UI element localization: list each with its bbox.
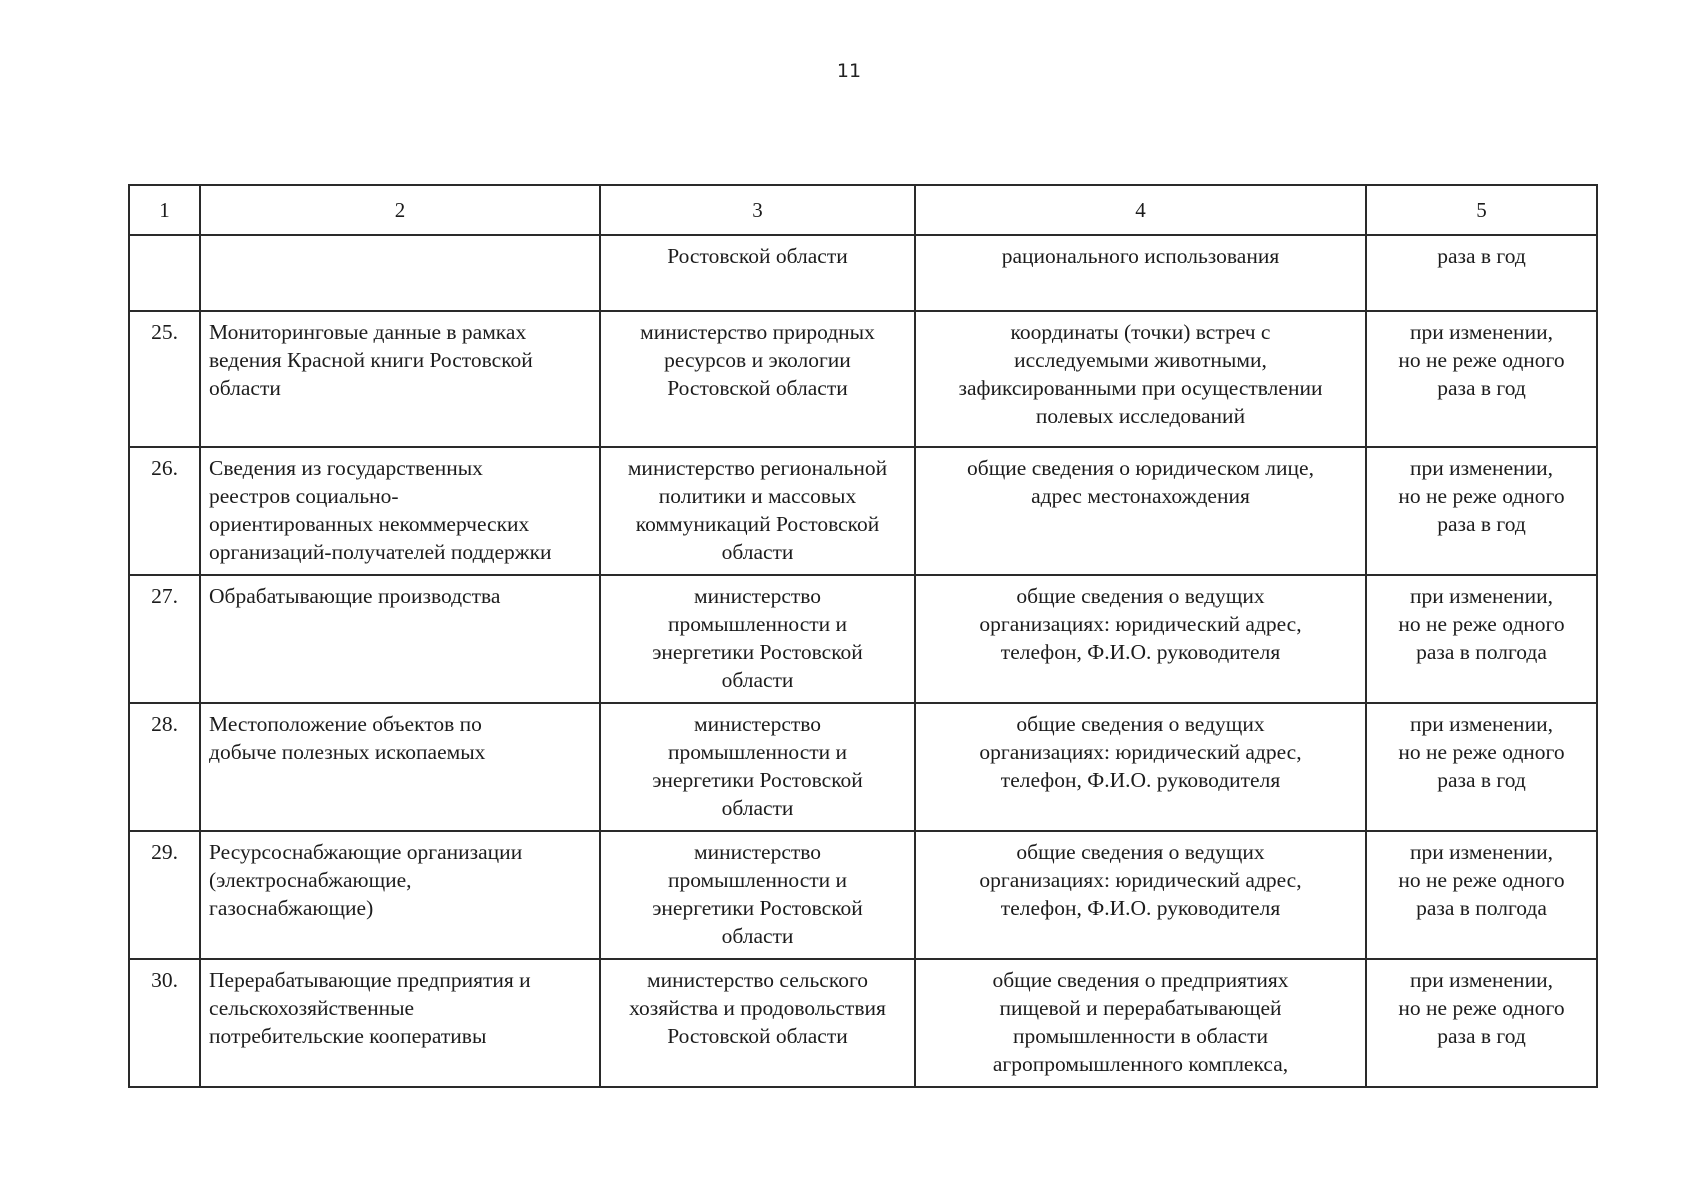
row-number-cell: 30. (129, 959, 200, 1087)
contents-cell: общие сведения о предприятиях пищевой и перерабатывающей промышленности в области агропромышленного комплекса, (915, 959, 1366, 1087)
frequency-cell: раза в год (1366, 235, 1597, 311)
data-name-cell: Сведения из государственных реестров социально- ориентированных некоммерческих организаций-получателей поддержки (200, 447, 600, 575)
contents-cell: общие сведения о юридическом лице, адрес местонахождения (915, 447, 1366, 575)
column-number-4: 4 (915, 185, 1366, 235)
row-number-cell: 28. (129, 703, 200, 831)
agency-cell: министерство региональной политики и массовых коммуникаций Ростовской области (600, 447, 915, 575)
continuation-row (129, 235, 1597, 311)
frequency-cell: при изменении, но не реже одного раза в полгода (1366, 831, 1597, 959)
contents-cell: общие сведения о ведущих организациях: юридический адрес, телефон, Ф.И.О. руководителя (915, 575, 1366, 703)
agency-cell: Ростовской области (600, 235, 915, 311)
column-number-row (129, 185, 1597, 235)
table-row (129, 703, 1597, 831)
row-number-cell: 27. (129, 575, 200, 703)
agency-cell: министерство промышленности и энергетики Ростовской области (600, 575, 915, 703)
data-name-cell: Ресурсоснабжающие организации (электроснабжающие, газоснабжающие) (200, 831, 600, 959)
row-number-cell: 29. (129, 831, 200, 959)
frequency-cell: при изменении, но не реже одного раза в год (1366, 311, 1597, 447)
agency-cell: министерство сельского хозяйства и продовольствия Ростовской области (600, 959, 915, 1087)
contents-cell: общие сведения о ведущих организациях: юридический адрес, телефон, Ф.И.О. руководителя (915, 703, 1366, 831)
table-row (129, 575, 1597, 703)
agency-cell: министерство промышленности и энергетики Ростовской области (600, 703, 915, 831)
data-name-cell: Мониторинговые данные в рамках ведения Красной книги Ростовской области (200, 311, 600, 447)
column-number-1: 1 (129, 185, 200, 235)
data-name-cell: Обрабатывающие производства (200, 575, 600, 703)
table-row (129, 311, 1597, 447)
row-number-cell (129, 235, 200, 311)
table-row (129, 447, 1597, 575)
column-number-5: 5 (1366, 185, 1597, 235)
frequency-cell: при изменении, но не реже одного раза в год (1366, 447, 1597, 575)
column-number-3: 3 (600, 185, 915, 235)
frequency-cell: при изменении, но не реже одного раза в год (1366, 959, 1597, 1087)
table-row (129, 959, 1597, 1087)
page-number: 11 (836, 60, 862, 82)
row-number-cell: 26. (129, 447, 200, 575)
data-name-cell: Местоположение объектов по добыче полезных ископаемых (200, 703, 600, 831)
contents-cell: рационального использования (915, 235, 1366, 311)
data-name-cell (200, 235, 600, 311)
column-number-2: 2 (200, 185, 600, 235)
row-number-cell: 25. (129, 311, 200, 447)
frequency-cell: при изменении, но не реже одного раза в год (1366, 703, 1597, 831)
data-name-cell: Перерабатывающие предприятия и сельскохозяйственные потребительские кооперативы (200, 959, 600, 1087)
frequency-cell: при изменении, но не реже одного раза в полгода (1366, 575, 1597, 703)
contents-cell: координаты (точки) встреч с исследуемыми животными, зафиксированными при осуществлении полевых исследований (915, 311, 1366, 447)
table-row (129, 831, 1597, 959)
agency-cell: министерство промышленности и энергетики Ростовской области (600, 831, 915, 959)
agency-cell: министерство природных ресурсов и экологии Ростовской области (600, 311, 915, 447)
data-table (128, 184, 1598, 1088)
contents-cell: общие сведения о ведущих организациях: юридический адрес, телефон, Ф.И.О. руководителя (915, 831, 1366, 959)
